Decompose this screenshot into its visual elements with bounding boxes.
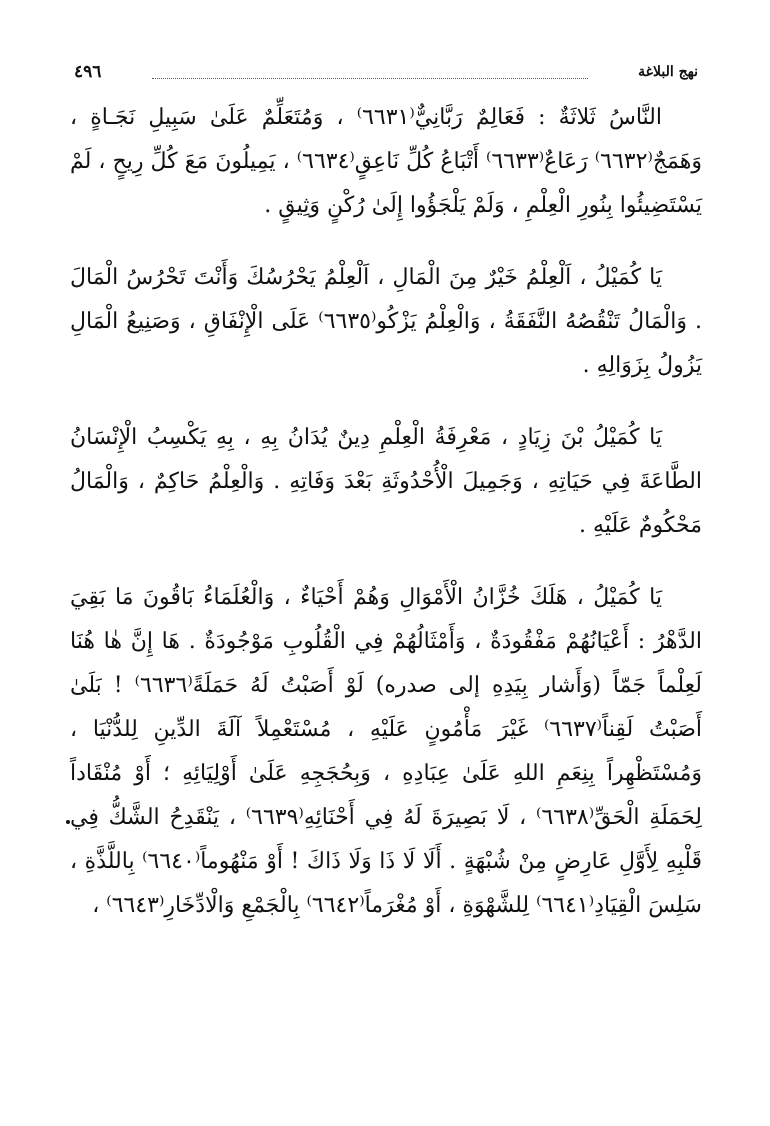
page-number: ٤٩٦ xyxy=(74,62,102,82)
paragraph: يَا كُمَيْلُ ، هَلَكَ خُزَّانُ الْأَمْوَالِ وَهُمْ أَحْيَاءٌ ، وَالْعُلَمَاءُ بَاقُونَ مَا بَقِيَ الدَّهْرُ : أَعْيَانُهُمْ مَفْقُودَةٌ ، وَأَمْثَالُهُمْ فِي الْقُلُوبِ مَوْجُودَةٌ . هَا إِنَّ هٰا هُنَا لَعِلْماً جَمّاً (وَأَشار بِيَدِهِ إلى صدره) لَوْ أَصَبْتُ لَهُ حَمَلَةً⁽٦٦٣٦⁾ ! بَلَىٰ أَصَبْتُ لَقِناً⁽٦٦٣٧⁾ غَيْرَ مَأْمُونٍ عَلَيْهِ ، مُسْتَعْمِلاً آلَةَ الدِّينِ لِلدُّنْيَا ، وَمُسْتَظْهِراً بِنِعَمِ اللهِ عَلَىٰ عِبَادِهِ ، وَبِحُجَجِهِ عَلَىٰ أَوْلِيَائِهِ ؛ أَوْ مُنْقَاداً لِحَمَلَةِ الْحَقِّ⁽٦٦٣٨⁾ ، لَا بَصِيرَةَ لَهُ فِي أَحْنَائِهِ⁽٦٦٣٩⁾ ، يَنْقَدِحُ الشَّكُّ فِي قَلْبِهِ لِأَوَّلِ عَارِضٍ مِنْ شُبْهَةٍ . أَلَا لَا ذَا وَلَا ذَاكَ ! أَوْ مَنْهُوماً⁽٦٦٤٠⁾ بِاللَّذَّةِ ، سَلِسَ الْقِيَادِ⁽٦٦٤١⁾ لِلشَّهْوَةِ ، أَوْ مُغْرَماً⁽٦٦٤٢⁾ بِالْجَمْعِ وَالْادِّخَارِ⁽٦٦٤٣⁾ ، xyxy=(70,585,703,918)
margin-dot xyxy=(66,820,70,824)
paragraph: يَا كُمَيْلُ بْنَ زِيَادٍ ، مَعْرِفَةُ الْعِلْمِ دِينٌ يُدَانُ بِهِ ، بِهِ يَكْسِبُ الْإِنْسَانُ الطَّاعَةَ فِي حَيَاتِهِ ، وَجَمِيلَ الْأُحْدُوثَةِ بَعْدَ وَفَاتِهِ . وَالْعِلْمُ حَاكِمٌ ، وَالْمَالُ مَحْكُومٌ عَلَيْهِ . xyxy=(70,425,702,538)
running-header xyxy=(74,62,698,88)
header-dotted-leader xyxy=(152,78,588,79)
paragraph: النَّاسُ ثَلاثَةٌ : فَعَالِمٌ رَبَّانِيٌّ⁽٦٦٣١⁾ ، وَمُتَعَلِّمٌ عَلَىٰ سَبِيلِ نَجَـاةٍ ، وَهَمَجٌ⁽٦٦٣٢⁾ رَعَاعٌ⁽٦٦٣٣⁾ أَتْبَاعُ كُلِّ نَاعِقٍ⁽٦٦٣٤⁾ ، يَمِيلُونَ مَعَ كُلِّ رِيحٍ ، لَمْ يَسْتَضِيئُوا بِنُورِ الْعِلْمِ ، وَلَمْ يَلْجَؤُوا إِلَىٰ رُكْنٍ وَثِيقٍ . xyxy=(70,105,702,218)
paragraph: يَا كُمَيْلُ ، اَلْعِلْمُ خَيْرٌ مِنَ الْمَالِ ، اَلْعِلْمُ يَحْرُسُكَ وَأَنْتَ تَحْرُسُ الْمَالَ . وَالْمَالُ تَنْقُصُهُ النَّفَقَةُ ، وَالْعِلْمُ يَزْكُو⁽٦٦٣٥⁾ عَلَى الْإِنْفَاقِ ، وَصَنِيعُ الْمَالِ يَزُولُ بِزَوَالِهِ . xyxy=(70,265,702,378)
body-text xyxy=(70,96,702,928)
book-title: نهج البلاغة xyxy=(638,64,698,80)
